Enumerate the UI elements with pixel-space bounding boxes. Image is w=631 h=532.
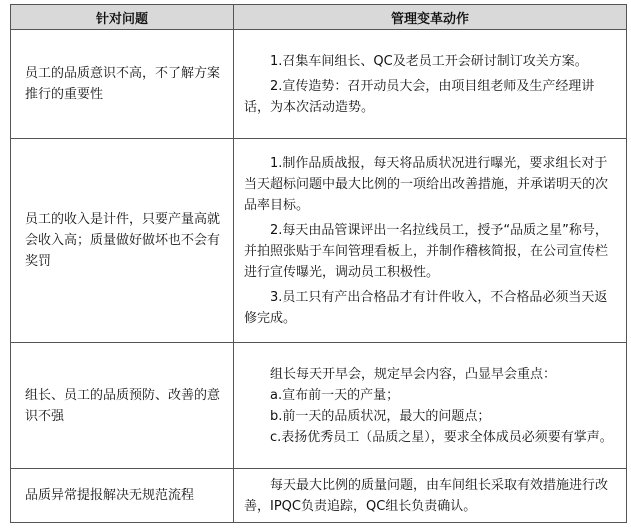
table-header-row — [11, 5, 627, 30]
table-row — [11, 30, 627, 139]
table-row — [11, 139, 627, 343]
action-item: 3.员工只有产出合格品才有计件收入，不合格品必须当天返修完成。 — [244, 289, 608, 326]
action-subitem: a.宣布前一天的产量； — [270, 387, 400, 403]
action-item: 1.召集车间组长、QC及老员工开会研讨制订攻关方案。 — [270, 53, 588, 69]
action-item: 每天最大比例的质量问题，由车间组长采取有效措施进行改善，IPQC负责追踪，QC组长负责确认。 — [244, 477, 609, 514]
action-item: 2.宣传造势：召开动员大会，由项目组老师及生产经理讲话，为本次活动造势。 — [244, 78, 595, 115]
table-row — [11, 343, 627, 469]
action-subitem: c.表扬优秀员工（品质之星），要求全体成员必须要有掌声。 — [270, 429, 613, 445]
action-subitem: b.前一天的品质状况，最大的问题点； — [270, 408, 491, 424]
action-cell — [234, 469, 627, 523]
action-intro: 组长每天开早会，规定早会内容，凸显早会重点： — [270, 366, 557, 382]
action-cell — [234, 30, 627, 139]
header-issue: 针对问题 — [11, 5, 234, 30]
issue-cell: 组长、员工的品质预防、改善的意识不强 — [11, 343, 234, 469]
header-action: 管理变革动作 — [234, 5, 627, 30]
table-row — [11, 469, 627, 523]
change-actions-table — [10, 4, 627, 523]
action-item: 2.每天由品管课评出一名拉线员工，授予“品质之星”称号，并拍照张贴于车间管理看板上，并制作稽核简报，在公司宣传栏进行宣传曝光，调动员工积极性。 — [244, 222, 609, 280]
issue-cell: 品质异常提报解决无规范流程 — [11, 469, 234, 523]
action-cell — [234, 343, 627, 469]
issue-cell: 员工的品质意识不高，不了解方案推行的重要性 — [11, 30, 234, 139]
action-item: 1.制作品质战报，每天将品质状况进行曝光，要求组长对于当天超标问题中最大比例的一项给出改善措施，并承诺明天的次品率目标。 — [244, 155, 609, 213]
issue-cell: 员工的收入是计件，只要产量高就会收入高；质量做好做坏也不会有奖罚 — [11, 139, 234, 343]
action-cell — [234, 139, 627, 343]
